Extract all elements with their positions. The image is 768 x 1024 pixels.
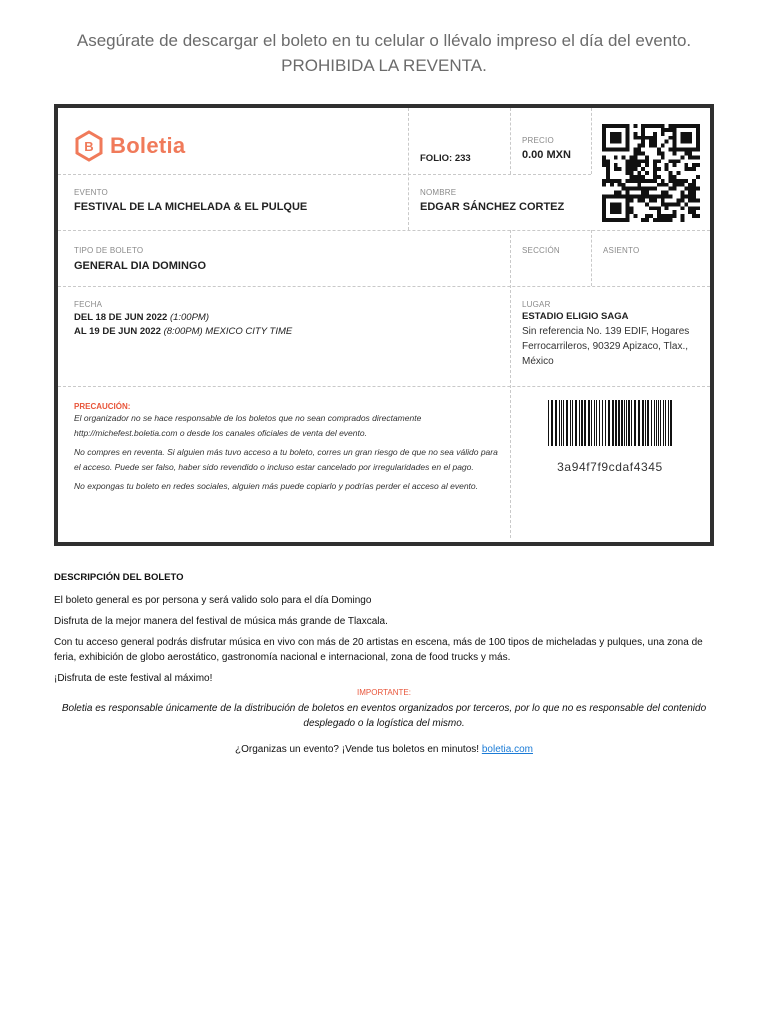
qr-code-graphic (602, 124, 700, 222)
caution-paragraph: No expongas tu boleto en redes sociales, alguien más puede copiarlo y podrías perder el acceso al evento. (74, 481, 479, 491)
caution-paragraph: El organizador no se hace responsable de los boletos que no sean comprados directamente http://michefest.boletia.com o desde los canales oficiales de venta del evento. (74, 413, 422, 438)
date-to-time: (8:00PM) MEXICO CITY TIME (163, 326, 293, 337)
divider (510, 108, 511, 174)
description-paragraph: Disfruta de la mejor manera del festival de música más grande de Tlaxcala. (54, 616, 388, 627)
caution-paragraph: No compres en reventa. Si alguien más tuvo acceso a tu boleto, corres un gran riesgo de que no sea válido para el acceso. Puede ser falso, haber sido revendido o incluso estar cancelado por irregularidades en el pago. (74, 447, 498, 472)
description-paragraph: ¡Disfruta de este festival al máximo! (54, 673, 213, 684)
divider (591, 108, 592, 174)
boletia-logo-icon (74, 130, 104, 162)
folio-value: FOLIO: 233 (420, 153, 471, 164)
section-cell (522, 246, 560, 255)
price-label: PRECIO (522, 136, 554, 145)
divider (591, 230, 592, 286)
download-notice (0, 28, 768, 78)
section-label: SECCIÓN (522, 246, 560, 255)
venue-cell (522, 300, 702, 369)
ticket-type-value: GENERAL DIA DOMINGO (74, 260, 207, 272)
divider (58, 386, 710, 387)
brand-logo (74, 130, 185, 162)
caution-block (74, 402, 500, 498)
event-label: EVENTO (74, 188, 108, 197)
qr-code (602, 124, 700, 222)
divider (408, 108, 409, 230)
organize-text: ¿Organizas un evento? ¡Vende tus boletos en minutos! (235, 744, 482, 755)
resale-prohibited: PROHIBIDA LA REVENTA. (281, 56, 487, 75)
event-cell (74, 188, 307, 213)
barcode (548, 400, 672, 446)
divider (58, 286, 710, 287)
venue-address: Sin referencia No. 139 EDIF, Hogares Ferrocarrileros, 90329 Apizaco, Tlax., México (522, 326, 690, 367)
folio (420, 148, 471, 166)
ticket (54, 104, 714, 546)
date-to (74, 325, 494, 339)
name-cell (420, 188, 564, 213)
ticket-type-label: TIPO DE BOLETO (74, 246, 144, 255)
barcode-graphic (548, 400, 672, 446)
venue-name: ESTADIO ELIGIO SAGA (522, 311, 629, 322)
divider (58, 174, 591, 175)
brand-name: Boletia (110, 133, 186, 158)
organize-cta (54, 744, 714, 755)
holder-name: EDGAR SÁNCHEZ CORTEZ (420, 201, 565, 213)
caution-title: PRECAUCIÓN: (74, 402, 131, 411)
date-label: FECHA (74, 300, 103, 309)
boletia-link[interactable]: boletia.com (481, 744, 533, 755)
price-cell (522, 136, 571, 161)
important-notice (54, 688, 714, 731)
price-value: 0.00 MXN (522, 149, 571, 161)
date-from-day: DEL 18 DE JUN 2022 (74, 312, 168, 323)
date-to-day: AL 19 DE JUN 2022 (74, 326, 161, 337)
important-text: Boletia es responsable únicamente de la distribución de boletos en eventos organizados por terceros, por lo que no es responsable del contenido desplegado o la logística del mismo. (61, 703, 707, 729)
barcode-code: 3a94f7f9cdaf4345 (557, 460, 663, 474)
ticket-description (54, 570, 714, 692)
date-from-time: (1:00PM) (169, 312, 210, 323)
description-paragraph: Con tu acceso general podrás disfrutar música en vivo con más de 20 artistas en escena, más de 100 tipos de micheladas y pulques, una zona de feria, exhibición de globo aerostático, gastronomía nacional e internacional, zona de food trucks y más. (54, 637, 703, 663)
divider (58, 230, 710, 231)
event-name: FESTIVAL DE LA MICHELADA & EL PULQUE (74, 201, 308, 213)
svg-text:B: B (84, 139, 94, 154)
date-from (74, 311, 494, 325)
description-paragraph: El boleto general es por persona y será valido solo para el día Domingo (54, 595, 372, 606)
download-notice-line1: Asegúrate de descargar el boleto en tu celular o llévalo impreso el día del evento. (76, 31, 692, 50)
seat-cell (603, 246, 639, 255)
name-label: NOMBRE (420, 188, 457, 197)
ticket-type-cell (74, 246, 206, 272)
date-cell (74, 300, 494, 339)
venue-label: LUGAR (522, 300, 551, 309)
description-title: DESCRIPCIÓN DEL BOLETO (54, 572, 184, 583)
important-title: IMPORTANTE: (357, 688, 411, 697)
seat-label: ASIENTO (603, 246, 640, 255)
divider (510, 230, 511, 538)
